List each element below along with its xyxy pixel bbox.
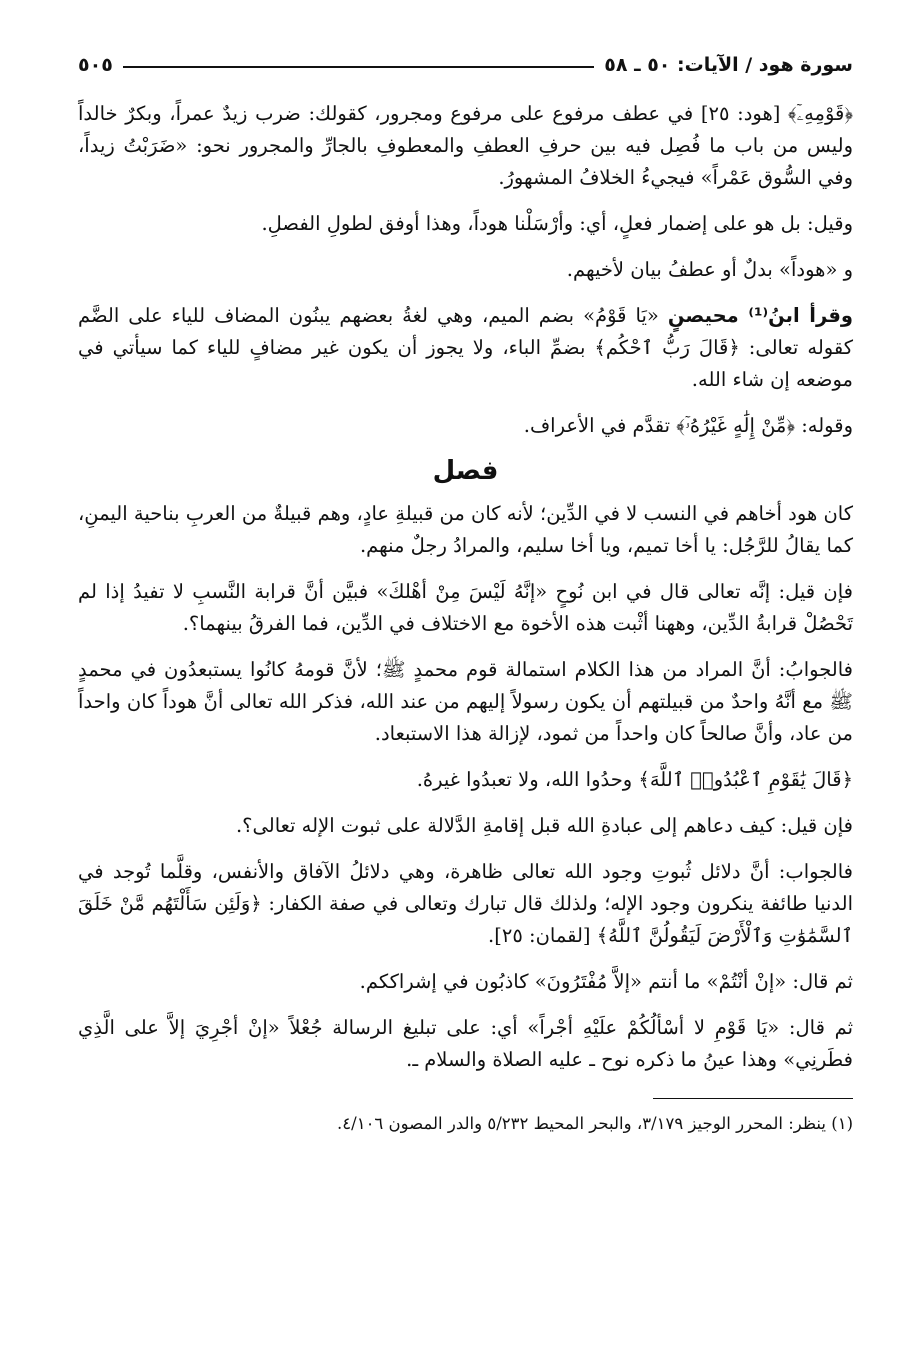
paragraph: ﴿قَالَ يَٰقَوْمِ ٱعْبُدُوا۟ ٱللَّهَ﴾ وحدُوا الله، ولا تعبدُوا غيرهُ.: [416, 768, 853, 791]
paragraph: ثم قال: «إنْ أنْتُمْ» ما أنتم «إلاَّ مُفْتَرُونَ» كاذبُون في إشراككم.: [359, 970, 853, 993]
paragraph: فالجواب: أنَّ دلائل ثُبوتِ وجود الله تعالى ظاهرة، وهي دلائلُ الآفاق والأنفس، وقلَّما تُوجد في الدنيا طائفة ينكرون وجود الإله؛ ولذلك قال تبارك وتعالى في صفة الكفار: ﴿وَلَئِن سَأَلْتَهُم مَّنْ خَلَقَ ٱلسَّمَٰوَٰتِ وَٱلْأَرْضَ لَيَقُولُنَّ ٱللَّهُ﴾ [لقمان: ٢٥].: [78, 860, 853, 947]
paragraph: فالجوابُ: أنَّ المراد من هذا الكلام استمالة قوم محمدٍ ﷺ؛ لأنَّ قومهُ كانُوا يستبعدُون في محمدٍ ﷺ مع أنَّهُ واحدٌ من قبيلتهم أن يكون رسولاً إليهم من عند الله، فذكر الله تعالى أنَّ هوداً كان واحداً من عاد، وأنَّ صالحاً كان واحداً من ثمود، لإزالة هذا الاستبعاد.: [78, 658, 853, 745]
paragraph: ﴿قَوْمِهِۦٓ﴾ [هود: ٢٥] في عطف مرفوع على مرفوع ومجرور، كقولك: ضرب زيدٌ عمراً، وبكرٌ خالداً وليس من باب ما فُصِل فيه بين حرفِ العطفِ والمعطوفِ بالجارِّ والمجرور نحو: «ضَرَبْتُ زيداً، وفي السُّوق عَمْراً» فيجيءُ الخلافُ المشهورُ.: [78, 102, 853, 189]
section-heading: فصل: [432, 456, 499, 486]
paragraph: فإن قيل: إنَّه تعالى قال في ابن نُوحٍ «إنَّهُ لَيْسَ مِنْ أهْلكَ» فبيَّن أنَّ قرابة النَّسبِ لا تفيدُ إذا لم تَحْصُلْ قرابةُ الدِّين، وههنا أثْبت هذه الأخوة مع الاختلاف في الدِّين، فما الفرقُ بينهما؟.: [78, 580, 853, 635]
page-number: ٥٠٥: [78, 54, 113, 76]
running-header: [78, 38, 853, 80]
paragraph: وقيل: بل هو على إضمار فعلٍ، أي: وأرْسَلْنا هوداً، وهذا أوفق لطولِ الفصلِ.: [261, 212, 853, 235]
paragraph: ثم قال: «يَا قَوْمِ لا أسْألُكُمْ علَيْهِ أجْراً» أي: على تبليغ الرسالة جُعْلاً «إنْ أجْرِيَ إلاَّ على الَّذِي فطَرنِي» وهذا عينُ ما ذكره نوح ـ عليه الصلاة والسلام ـ.: [78, 1016, 853, 1071]
paragraph: فإن قيل: كيف دعاهم إلى عبادةِ الله قبل إقامةِ الدَّلالة على ثبوت الإله تعالى؟.: [235, 814, 853, 837]
main-text: [78, 98, 853, 1076]
header-rule: [123, 66, 594, 68]
paragraph: و «هوداً» بدلٌ أو عطفُ بيان لأخيهم.: [566, 258, 853, 281]
footnote-rule: [653, 1098, 853, 1099]
paragraph: وقوله: ﴿مِّنْ إِلَٰهٍ غَيْرُهُۥٓ﴾ تقدَّم في الأعراف.: [523, 414, 853, 437]
paragraph-lead: وقرأ ابنُ⁽¹⁾ محيصنٍ: [667, 304, 853, 327]
running-title: سورة هود / الآيات: ٥٠ ـ ٥٨: [604, 54, 853, 76]
footnote: (١) ينظر: المحرر الوجيز ٣/١٧٩، والبحر المحيط ٥/٢٣٢ والدر المصون ٤/١٠٦.: [337, 1114, 853, 1133]
paragraph: [78, 300, 853, 396]
paragraph-text: «يَا قَوْمُ» بضم الميم، وهي لغةُ بعضهم يبنُون المضاف للياء على الضَّم كقوله تعالى: ﴿قَالَ رَبُّ ٱحْكُم﴾ بضمِّ الباء، ولا يجوز أن يكون غير مضافٍ للياء كما سيأتي في موضعه إن شاء الله.: [78, 304, 853, 391]
paragraph: كان هود أخاهم في النسب لا في الدِّين؛ لأنه كان من قبيلةِ عادٍ، وهم قبيلةٌ من العربِ بناحية اليمنِ، كما يقالُ للرَّجُل: يا أخا تميم، ويا أخا سليم، والمرادُ رجلٌ منهم.: [78, 502, 853, 557]
